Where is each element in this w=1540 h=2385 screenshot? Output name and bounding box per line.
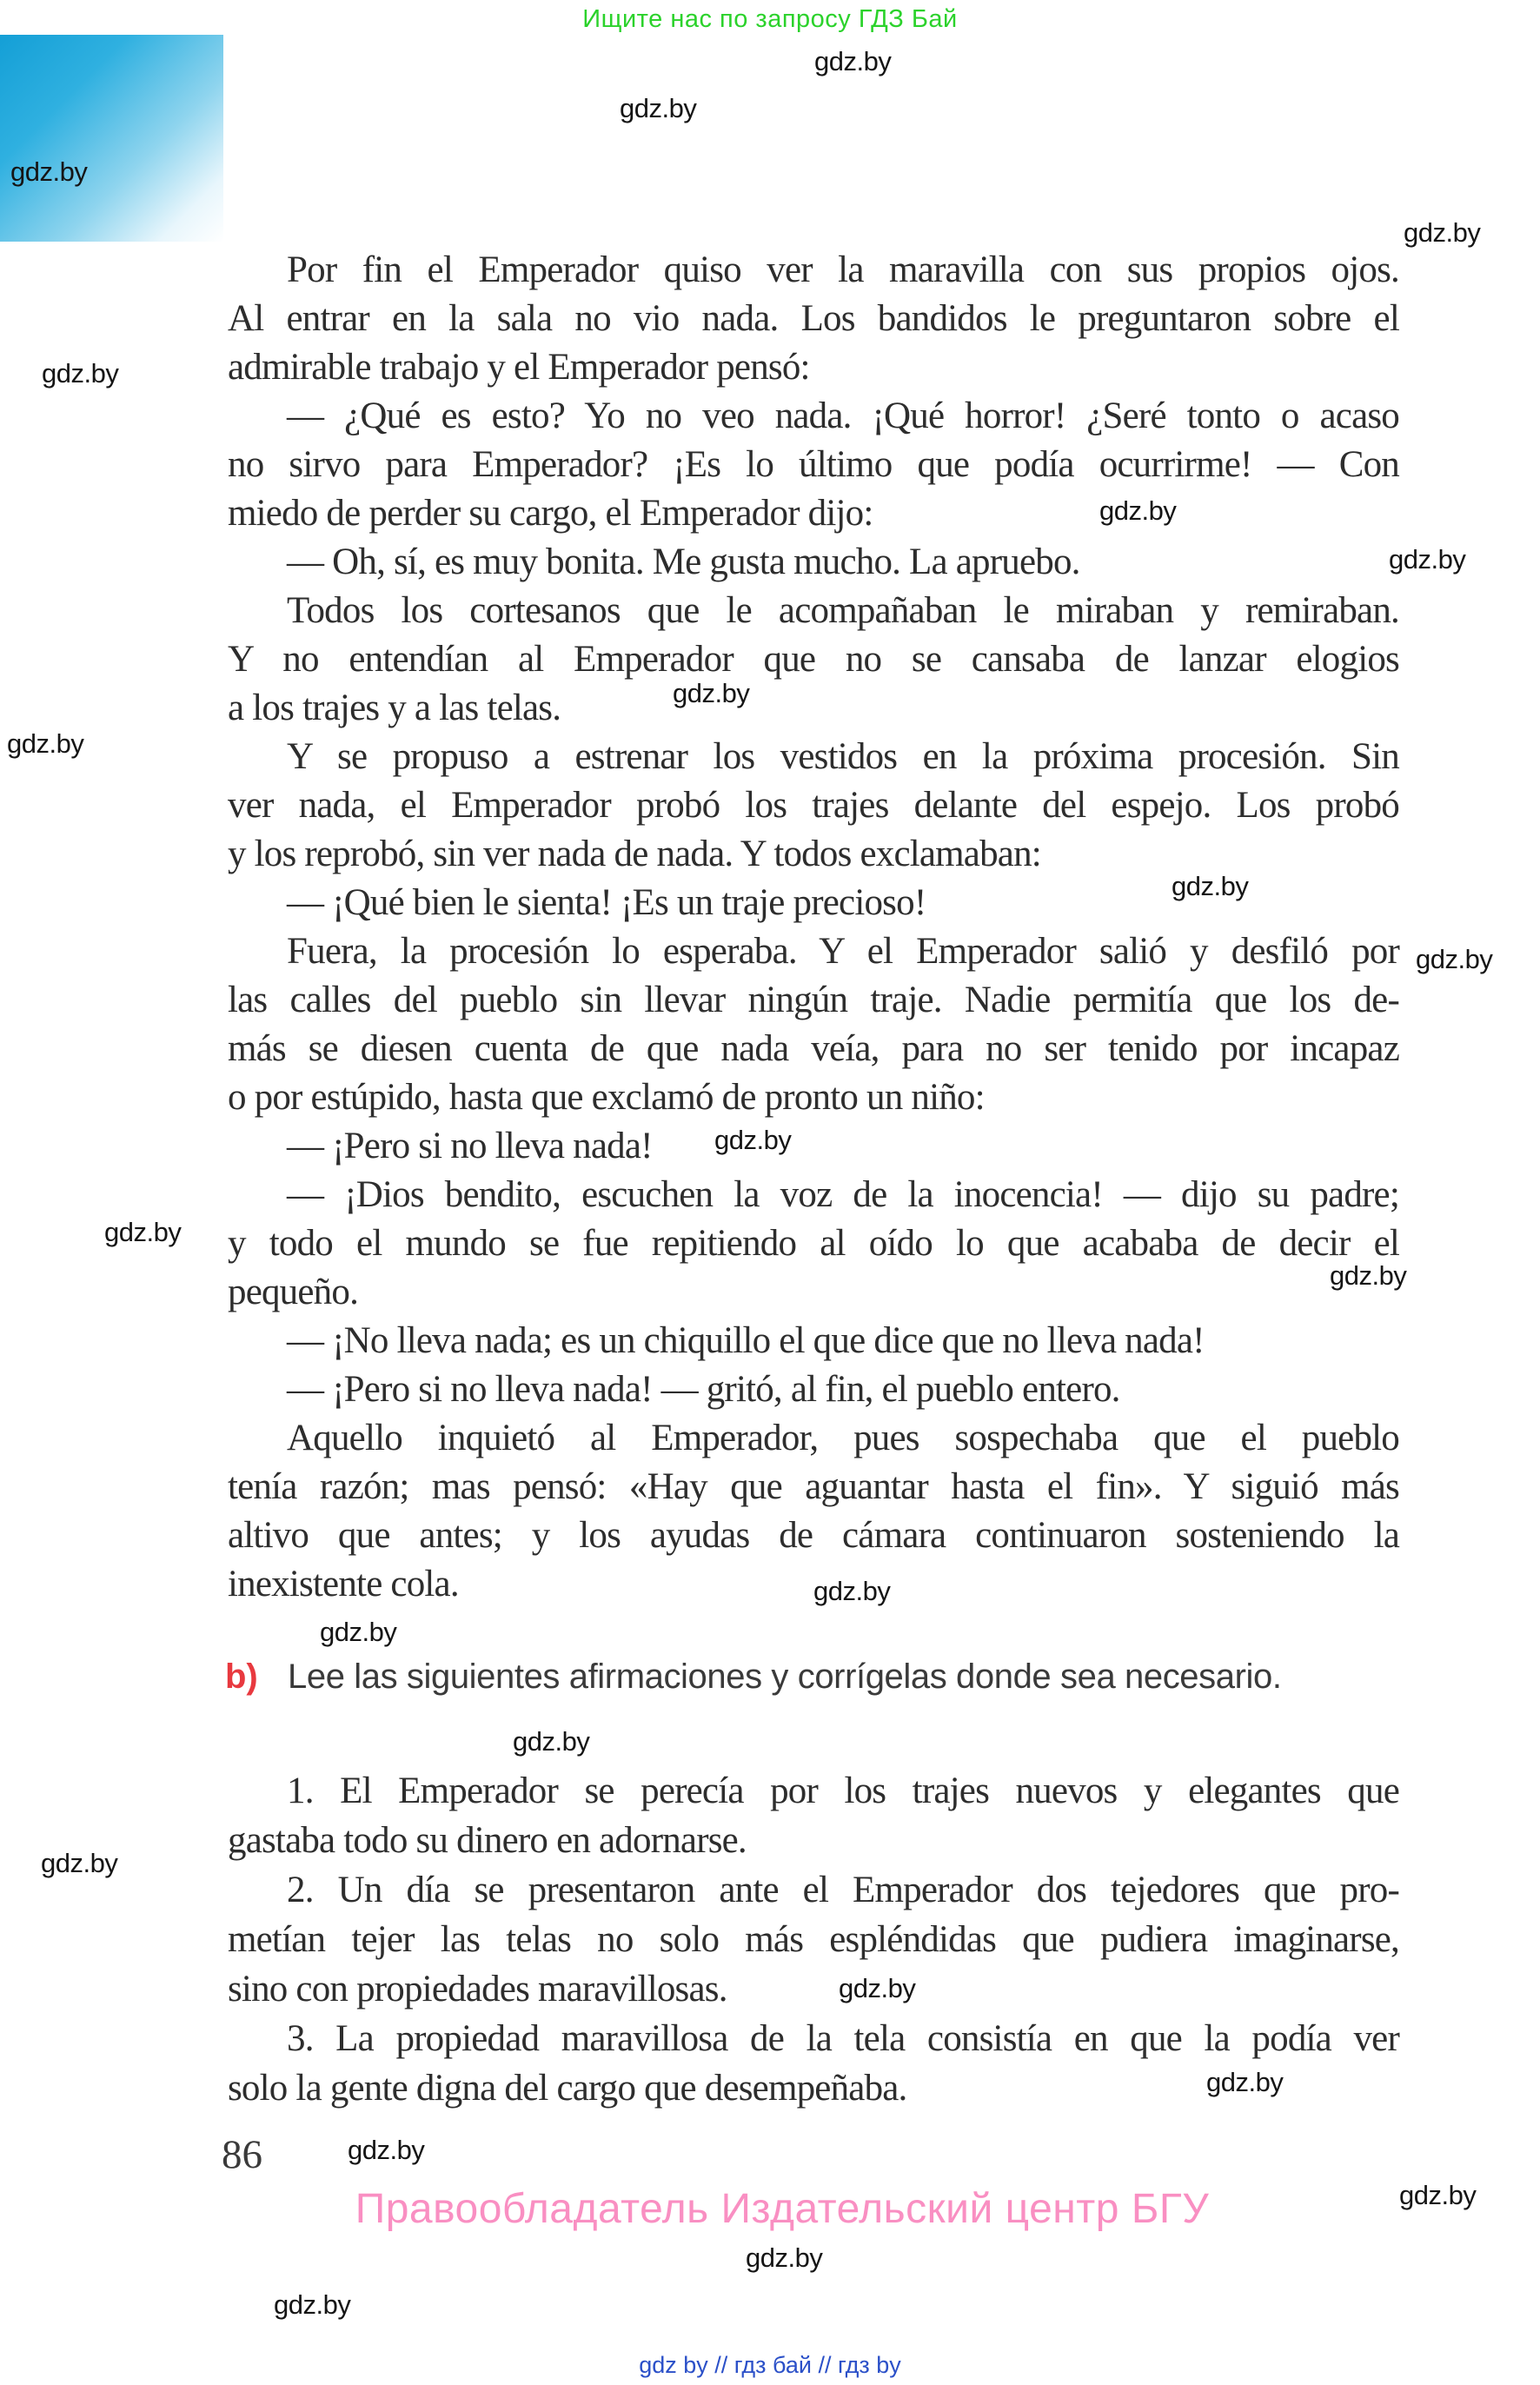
story-line: Y no entendían al Emperador que no se cansaba de lanzar elogios: [228, 639, 1399, 680]
exercise-instruction-row: [225, 1654, 1407, 1699]
statement-line: 3. La propiedad maravillosa de la tela consistía en que la podía ver: [287, 2018, 1399, 2059]
promo-banner: Ищите нас по запросу ГДЗ Бай: [582, 5, 958, 33]
watermark: gdz.by: [41, 1848, 118, 1878]
watermark: gdz.by: [746, 2242, 823, 2273]
story-line: — ¡Pero si no lleva nada!: [287, 1126, 653, 1166]
watermark: gdz.by: [513, 1726, 590, 1757]
story-line: — Oh, sí, es muy bonita. Me gusta mucho. La apruebo.: [287, 541, 1080, 582]
watermark: gdz.by: [7, 728, 84, 759]
story-line: Aquello inquietó al Emperador, pues sospechaba que el pueblo: [287, 1418, 1399, 1458]
watermark: gdz.by: [104, 1217, 182, 1247]
story-line: inexistente cola.: [228, 1564, 459, 1604]
story-line: — ¡No lleva nada; es un chiquillo el que dice que no lleva nada!: [287, 1320, 1205, 1361]
watermark: gdz.by: [1172, 871, 1249, 901]
story-line: o por estúpido, hasta que exclamó de pronto un niño:: [228, 1077, 985, 1118]
story-line: las calles del pueblo sin llevar ningún traje. Nadie permitía que los de-: [228, 980, 1399, 1020]
page-number: 86: [222, 2132, 262, 2177]
story-line: — ¡Pero si no lleva nada! — gritó, al fin, el pueblo entero.: [287, 1369, 1120, 1410]
watermark: gdz.by: [320, 1617, 397, 1647]
story-line: — ¿Qué es esto? Yo no veo nada. ¡Qué horror! ¿Seré tonto o acaso: [287, 395, 1399, 436]
watermark: gdz.by: [10, 156, 88, 187]
story-line: tenía razón; mas pensó: «Hay que aguantar hasta el fin». Y siguió más: [228, 1466, 1399, 1507]
watermark: gdz.by: [274, 2289, 351, 2320]
story-line: Por fin el Emperador quiso ver la maravilla con sus propios ojos.: [287, 249, 1399, 290]
statement-line: sino con propiedades maravillosas.: [228, 1969, 727, 2010]
statement-line: 2. Un día se presentaron ante el Emperador dos tejedores que pro-: [287, 1870, 1399, 1910]
story-line: a los trajes y a las telas.: [228, 688, 561, 728]
story-line: miedo de perder su cargo, el Emperador dijo:: [228, 493, 873, 534]
copyright-notice: Правообладатель Издательский центр БГУ: [355, 2186, 1210, 2232]
story-line: Todos los cortesanos que le acompañaban le miraban y remiraban.: [287, 590, 1399, 631]
statement-line: gastaba todo su dinero en adornarse.: [228, 1820, 747, 1861]
story-text: [228, 246, 1399, 1609]
story-line: — ¡Qué bien le sienta! ¡Es un traje precioso!: [287, 882, 926, 923]
exercise-marker: b): [225, 1658, 258, 1696]
watermark: gdz.by: [620, 93, 697, 123]
story-line: Al entrar en la sala no vio nada. Los bandidos le preguntaron sobre el: [228, 298, 1399, 339]
story-line: pequeño.: [228, 1272, 359, 1312]
statement-line: metían tejer las telas no solo más espléndidas que pudiera imaginarse,: [228, 1919, 1399, 1960]
watermark: gdz.by: [673, 678, 750, 708]
watermark: gdz.by: [813, 1576, 891, 1606]
watermark: gdz.by: [1206, 2067, 1284, 2097]
story-line: admirable trabajo y el Emperador pensó:: [228, 347, 810, 388]
watermark: gdz.by: [1330, 1260, 1407, 1291]
watermark: gdz.by: [1099, 495, 1177, 526]
watermark: gdz.by: [839, 1973, 916, 2003]
watermark: gdz.by: [714, 1125, 792, 1155]
story-line: altivo que antes; y los ayudas de cámara continuaron sosteniendo la: [228, 1515, 1399, 1556]
watermark: gdz.by: [1399, 2180, 1477, 2210]
watermark: gdz.by: [1404, 217, 1481, 248]
story-line: Fuera, la procesión lo esperaba. Y el Emperador salió y desfiló por: [287, 931, 1399, 972]
statement-line: solo la gente digna del cargo que desempeñaba.: [228, 2068, 907, 2109]
footer-links: gdz by // гдз бай // гдз by: [639, 2352, 901, 2378]
watermark: gdz.by: [814, 46, 892, 76]
watermark: gdz.by: [348, 2135, 425, 2165]
story-line: — ¡Dios bendito, escuchen la voz de la inocencia! — dijo su padre;: [287, 1174, 1399, 1215]
story-line: no sirvo para Emperador? ¡Es lo último que podía ocurrirme! — Con: [228, 444, 1399, 485]
story-line: ver nada, el Emperador probó los trajes delante del espejo. Los probó: [228, 785, 1399, 826]
story-line: y todo el mundo se fue repitiendo al oído lo que acababa de decir el: [228, 1223, 1399, 1264]
statements-text: [228, 1766, 1399, 2113]
statement-line: 1. El Emperador se perecía por los trajes nuevos y elegantes que: [287, 1770, 1399, 1811]
story-line: Y se propuso a estrenar los vestidos en la próxima procesión. Sin: [287, 736, 1399, 777]
watermark: gdz.by: [1389, 544, 1466, 575]
exercise-instruction: Lee las siguientes afirmaciones y corrígelas donde sea necesario.: [288, 1658, 1282, 1696]
story-line: y los reprobó, sin ver nada de nada. Y todos exclamaban:: [228, 834, 1041, 874]
watermark: gdz.by: [42, 358, 119, 389]
watermark: gdz.by: [1416, 944, 1493, 974]
story-line: más se diesen cuenta de que nada veía, para no ser tenido por incapaz: [228, 1028, 1399, 1069]
